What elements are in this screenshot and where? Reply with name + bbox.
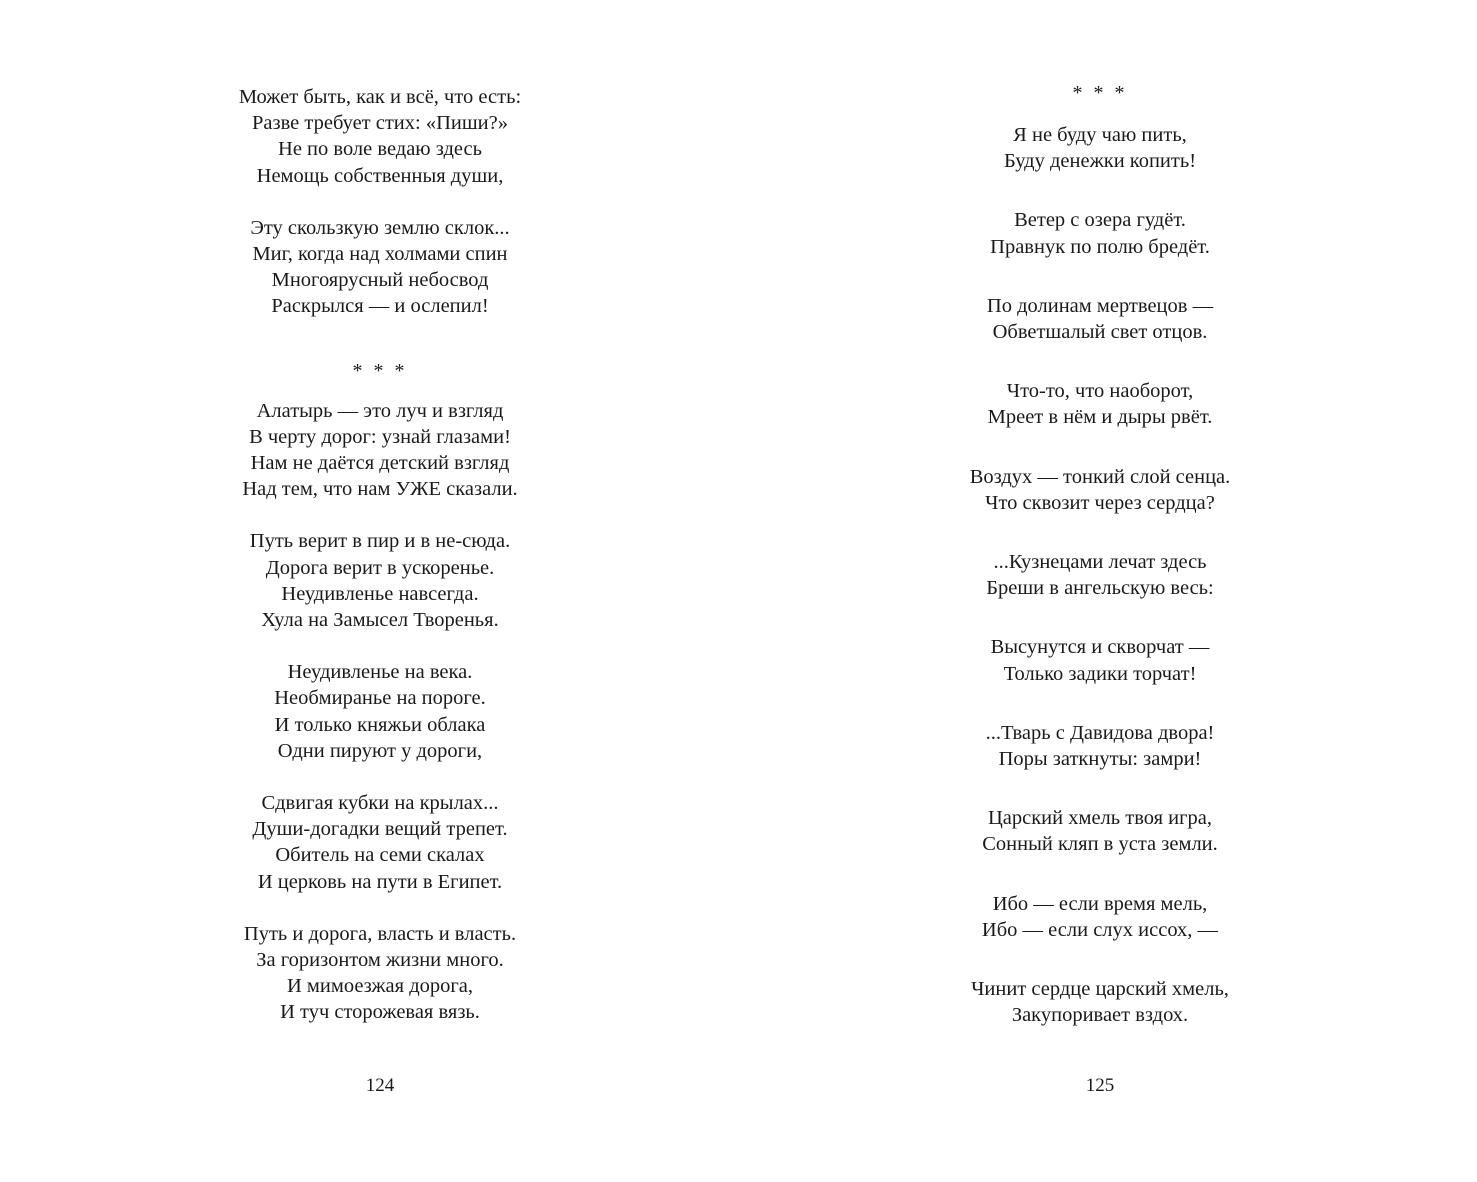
poem-2 — [100, 358, 660, 1026]
poem-line: Хула на Замысел Творенья. — [261, 609, 499, 632]
poem-line: Может быть, как и всё, что есть: — [238, 86, 522, 108]
poem-line: Чинит сердце царский хмель, — [971, 978, 1229, 1001]
poem-line: Что сквозит через сердца? — [985, 491, 1215, 514]
poem-line: Я не буду чаю пить, — [1013, 124, 1187, 146]
stanza — [820, 634, 1380, 686]
poem-line: По долинам мертвецов — — [986, 294, 1214, 317]
poem-line: Миг, когда над холмами спин — [252, 243, 508, 266]
poem-line: И мимоезжая дорога, — [286, 975, 474, 998]
stanza — [100, 659, 660, 764]
poem-line: Буду денежки копить! — [1003, 150, 1197, 173]
poem-line: ...Тварь с Давидова двора! — [985, 721, 1215, 744]
right-page — [820, 0, 1380, 1182]
stanza — [820, 891, 1380, 943]
poem-line: Необмиранье на пороге. — [274, 687, 486, 710]
poem-line: ...Кузнецами лечат здесь — [993, 551, 1207, 574]
stanza — [820, 207, 1380, 259]
poem-line: Ибо — если слух иссох, — — [981, 918, 1219, 941]
poem-line: Только задики торчат! — [1003, 662, 1197, 685]
left-page — [100, 0, 660, 1182]
poem-3 — [820, 80, 1380, 1028]
poem-line: Раскрылся — и ослепил! — [271, 295, 489, 318]
poem-line: Разве требует стих: «Пиши?» — [252, 112, 508, 135]
page-number: 124 — [365, 1075, 395, 1096]
poem-line: Души-догадки вещий трепет. — [252, 818, 508, 841]
poem-line: Эту скользкую землю склок... — [250, 216, 510, 239]
stanza — [820, 293, 1380, 345]
poem-line: Неудивленье навсегда. — [281, 582, 479, 605]
stanza — [820, 549, 1380, 601]
poem-line: Ветер с озера гудёт. — [1014, 209, 1186, 232]
poem-line: Одни пируют у дороги, — [277, 739, 483, 762]
poem-line: Путь верит в пир и в не-сюда. — [249, 530, 511, 553]
poem-line: За горизонтом жизни много. — [256, 949, 504, 972]
poem-line: И только княжьи облака — [274, 713, 486, 736]
poem-line: Поры заткнуты: замри! — [998, 748, 1202, 771]
section-separator: * * * — [352, 359, 408, 382]
stanza — [100, 921, 660, 1026]
stanza — [100, 215, 660, 320]
poem-1 — [100, 84, 660, 320]
right-page-text — [820, 80, 1380, 1061]
stanza — [100, 790, 660, 895]
poem-line: Над тем, что нам УЖЕ сказали. — [242, 478, 518, 501]
stanza — [820, 122, 1380, 174]
stanza — [820, 805, 1380, 857]
poem-line: Немощь собственныя души, — [256, 164, 504, 187]
poem-line: Ибо — если время мель, — [992, 892, 1208, 915]
poem-line: Многоярусный небосвод — [271, 269, 489, 292]
poem-line: Обветшалый свет отцов. — [992, 321, 1208, 344]
poem-line: Закупоривает вздох. — [1011, 1004, 1189, 1027]
poem-line: Сдвигая кубки на крылах... — [261, 792, 499, 815]
poem-line: Нам не даётся детский взгляд — [250, 452, 510, 475]
poem-line: Не по воле ведаю здесь — [278, 138, 482, 161]
poem-line: Воздух — тонкий слой сенца. — [969, 465, 1231, 488]
left-page-text — [100, 84, 660, 1052]
poem-line: И церковь на пути в Египет. — [257, 870, 503, 893]
poem-line: Царский хмель твоя игра, — [987, 807, 1213, 830]
section-separator: * * * — [1072, 82, 1128, 104]
stanza — [100, 84, 660, 189]
poem-line: Неудивленье на века. — [287, 661, 473, 684]
poem-line: Что-то, что наоборот, — [1006, 380, 1194, 403]
poem-line: Бреши в ангельскую весь: — [986, 577, 1214, 600]
stanza — [820, 464, 1380, 516]
poem-line: В черту дорог: узнай глазами! — [249, 425, 511, 448]
stanza — [100, 528, 660, 633]
poem-line: Алатырь — это луч и взгляд — [256, 399, 504, 422]
poem-line: И туч сторожевая вязь. — [280, 1001, 480, 1024]
stanza — [100, 398, 660, 503]
poem-line: Дорога верит в ускоренье. — [265, 556, 495, 579]
poem-line: Путь и дорога, власть и власть. — [243, 922, 517, 945]
stanza — [820, 720, 1380, 772]
page-number: 125 — [1085, 1075, 1115, 1096]
stanza — [820, 378, 1380, 430]
poem-line: Мреет в нём и дыры рвёт. — [987, 406, 1213, 429]
poem-line: Правнук по полю бредёт. — [990, 235, 1210, 258]
poem-line: Высунутся и скворчат — — [990, 636, 1210, 659]
stanza — [820, 976, 1380, 1028]
poem-line: Сонный кляп в уста земли. — [982, 833, 1218, 856]
poem-line: Обитель на семи скалах — [275, 844, 485, 867]
